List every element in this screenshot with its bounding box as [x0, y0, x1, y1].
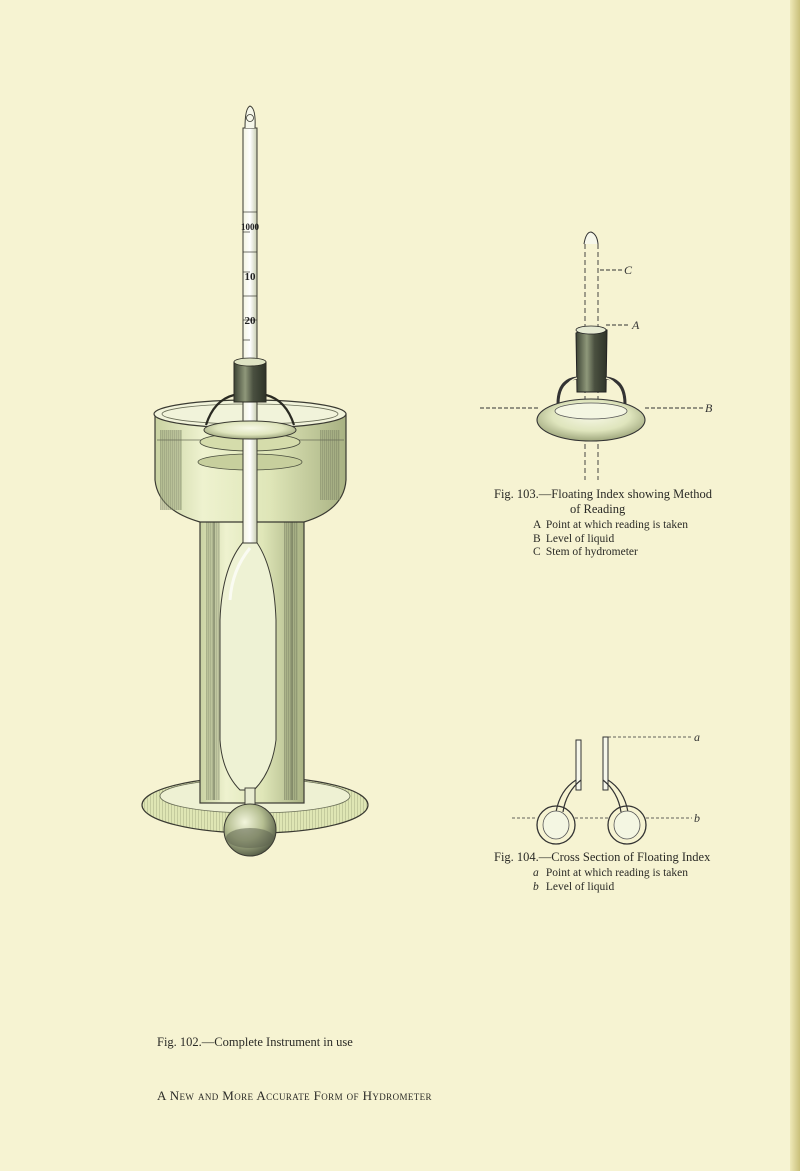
- fig104-legend: [533, 867, 688, 894]
- fig104-letter-a: a: [694, 730, 700, 744]
- fig103-letter-a: A: [632, 318, 640, 332]
- fig104-legend-item: a Point at which reading is taken: [533, 867, 688, 879]
- fig103-legend: [533, 519, 688, 560]
- fig103-floating-index: [480, 232, 713, 480]
- fig102-caption: Fig. 102.—Complete Instrument in use: [157, 1035, 353, 1049]
- fig103-letter-c: C: [624, 263, 633, 277]
- scale-label-20: 20: [244, 315, 256, 327]
- scale-label-10: 10: [244, 271, 256, 283]
- scale-label-1000: 1000: [241, 222, 259, 232]
- fig103-letter-b: B: [705, 401, 713, 415]
- fig104-caption: Fig. 104.—Cross Section of Floating Index: [494, 850, 711, 864]
- fig104-cross-section: [512, 730, 700, 844]
- fig102-instrument: [142, 106, 368, 856]
- fig104-legend-item: b Level of liquid: [533, 880, 615, 893]
- fig103-legend-item: C Stem of hydrometer: [533, 546, 638, 558]
- fig103-legend-item: B Level of liquid: [533, 532, 615, 545]
- fig103-legend-item: A Point at which reading is taken: [533, 519, 688, 531]
- fig103-caption: Fig. 103.—Floating Index showing Method of Reading: [494, 487, 713, 516]
- plate-title: A New and More Accurate Form of Hydrometer: [157, 1088, 432, 1103]
- fig104-letter-b: b: [694, 811, 700, 825]
